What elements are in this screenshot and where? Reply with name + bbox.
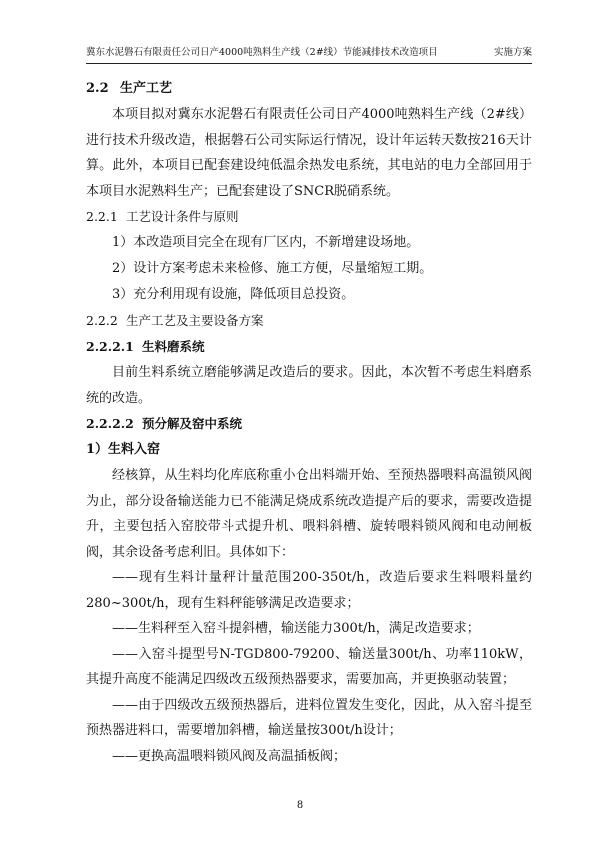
list-item: 1）本改造项目完全在现有厂区内，不新增建设场地。 [112,235,420,250]
heading-2-2-2-2 [86,411,532,437]
heading-2-2-2 [86,308,532,334]
heading-number: 2.2 [86,81,109,96]
page-header [86,46,532,64]
page-content [86,76,532,769]
heading-number: 2.2.2.2 [86,416,134,431]
dash-item: ——更换高温喂料锁风阀及高温插板阀； [112,748,347,764]
dash-item: ——由于四级改五级预热器后，进料位置发生变化，因此，从入窑斗提至预热器进料口，需要增加斜槽，输送量按300t/h设计； [86,697,532,738]
dash-item: ——现有生料计量秤计量范围200-350t/h，改造后要求生料喂料量约280~300t/h，现有生料秤能够满足改造要求； [86,570,532,611]
heading-2-2-2-1 [86,334,532,360]
page-number: 8 [296,800,304,811]
heading-number: 2.2.2 [86,313,118,328]
list-item: 3）充分利用现有设施，降低项目总投资。 [112,287,355,302]
sub-heading-raw-meal-feed: 1）生料入窑 [86,442,161,457]
heading-text: 生产工艺 [120,81,173,96]
heading-2-2-1 [86,204,532,230]
paragraph-2-2-2-1: 目前生料系统立磨能够满足改造后的要求。因此，本次暂不考虑生料磨系统的改造。 [86,365,532,406]
heading-text: 生产工艺及主要设备方案 [126,313,264,328]
heading-text: 生料磨系统 [142,339,205,354]
heading-number: 2.2.2.1 [86,339,134,354]
header-title: 冀东水泥磐石有限责任公司日产4000吨熟料生产线（2#线）节能减排技术改造项目 [86,47,438,58]
dash-item: ——生料秤至入窑斗提斜槽，输送能力300t/h，满足改造要求； [112,621,480,636]
heading-text: 预分解及窑中系统 [142,416,243,431]
dash-item: ——入窑斗提型号N-TGD800-79200、输送量300t/h、功率110kW，其提升高度不能满足四级改五级预热器要求，需要加高，并更换驱动装置； [86,646,532,687]
heading-2-2 [86,76,532,102]
paragraph-2-2-2-2: 经核算，从生料均化库底称重小仓出料端开始、至预热器喂料高温锁风阀为止，部分设备输送能力已不能满足烧成系统改造提产后的要求，需要改造提升，主要包括入窑胶带斗式提升机、喂料斜槽、旋转喂料锁风阀和电动闸板阀，其余设备考虑利旧。具体如下： [86,468,532,560]
paragraph-2-2: 本项目拟对冀东水泥磐石有限责任公司日产4000吨熟料生产线（2#线）进行技术升级改造，根据磐石公司实际运行情况，设计年运转天数按216天计算。此外，本项目已配套建设纯低温余热发电系统，其电站的电力全部回用于本项目水泥熟料生产；已配套建设了SNCR脱硝系统。 [86,107,532,199]
heading-number: 2.2.1 [86,209,118,224]
heading-text: 工艺设计条件与原则 [126,209,239,224]
list-item: 2）设计方案考虑未来检修、施工方便，尽量缩短工期。 [112,261,433,276]
header-right: 实施方案 [493,47,532,58]
